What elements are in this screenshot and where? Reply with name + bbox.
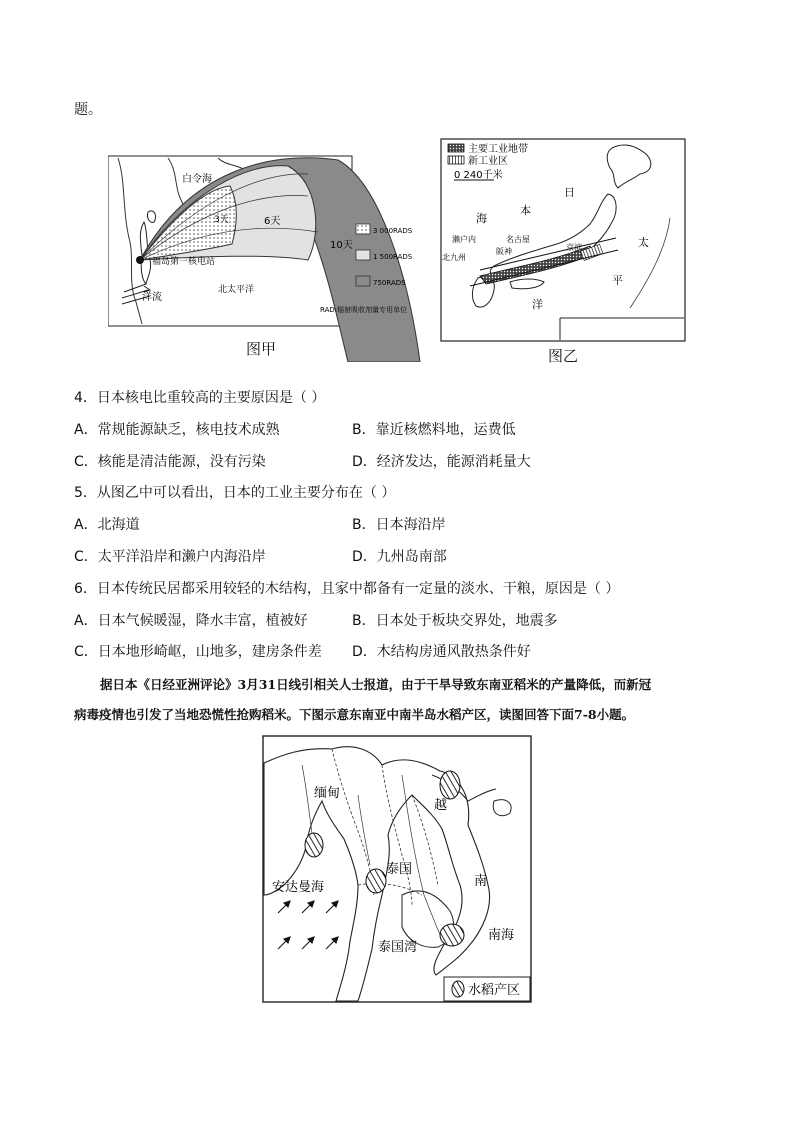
q4-option-d[interactable]: D．经济发达，能源消耗量大 <box>352 454 531 470</box>
day10-label: 10天 <box>330 240 353 251</box>
label-keihin: 京滨 <box>566 243 582 252</box>
label-myanmar: 缅甸 <box>314 786 341 801</box>
figure-b <box>440 138 686 342</box>
figure-c <box>262 735 532 1003</box>
label-southsea: 南海 <box>488 928 515 943</box>
q5-option-b[interactable]: B．日本海沿岸 <box>352 517 446 533</box>
sea-label: 白令海 <box>182 174 212 185</box>
figure-a-caption: 图甲 <box>246 340 277 358</box>
label-nagoya: 名古屋 <box>506 235 530 244</box>
current-label: 洋流 <box>142 292 162 303</box>
q6-stem: 6．日本传统民居都采用较轻的木结构，且家中都备有一定量的淡水、干粮，原因是（ ） <box>74 581 620 597</box>
intro-tail: 题。 <box>74 102 102 118</box>
legend-note: RAD:辐射吸收剂量专用单位 <box>320 306 408 314</box>
label-ben: 本 <box>520 204 531 217</box>
label-thailand: 泰国 <box>386 862 413 877</box>
label-kitakyushu: 北九州 <box>442 253 466 262</box>
rice-legend-icon <box>452 981 464 997</box>
q6-option-b[interactable]: B．日本处于板块交界处，地震多 <box>352 613 558 629</box>
label-hai: 海 <box>476 212 487 225</box>
label-hanshin: 阪神 <box>496 247 512 256</box>
q4-option-c[interactable]: C．核能是清洁能源，没有污染 <box>74 454 266 470</box>
label-andaman: 安达曼海 <box>272 880 325 895</box>
plant-label: 福岛第一核电站 <box>152 257 216 267</box>
q4-option-b[interactable]: B．靠近核燃料地，运费低 <box>352 422 516 438</box>
q4-stem: 4．日本核电比重较高的主要原因是（ ） <box>74 390 326 406</box>
figure-b-map <box>440 138 686 342</box>
ocean-label: 北太平洋 <box>218 285 255 295</box>
q6-option-d[interactable]: D．木结构房通风散热条件好 <box>352 644 531 660</box>
passage-line-2: 病毒疫情也引发了当地恐慌性抢购稻米。下图示意东南亚中南半岛水稻产区，读图回答下面7-8小题。 <box>74 707 635 722</box>
label-ping: 平 <box>612 274 623 287</box>
legend-750: 750RADS <box>373 279 406 287</box>
figure-a-map <box>108 152 428 362</box>
label-ri: 日 <box>564 186 575 199</box>
legend-scale: 0 240千米 <box>454 170 503 181</box>
label-setonai: 濑户内 <box>452 235 476 244</box>
figure-b-caption: 图乙 <box>548 347 579 365</box>
label-yang: 洋 <box>532 298 543 311</box>
legend-rice: 水稻产区 <box>468 983 521 998</box>
day3-label: 3天 <box>214 215 229 225</box>
q6-option-a[interactable]: A．日本气候暖湿，降水丰富，植被好 <box>74 613 308 629</box>
figure-a <box>108 152 428 362</box>
figure-c-map <box>262 735 532 1003</box>
legend-1500: 1 500RADS <box>373 253 413 261</box>
q4-option-a[interactable]: A．常规能源缺乏，核电技术成熟 <box>74 422 280 438</box>
label-yue: 越 <box>434 798 448 813</box>
legend-new: 新工业区 <box>468 156 508 167</box>
legend-3000: 3 000RADS <box>373 227 413 235</box>
legend-main: 主要工业地带 <box>468 144 528 155</box>
passage-line-1: 据日本《日经亚洲评论》3月31日线引相关人士报道，由于干旱导致东南亚稻米的产量降低，而新冠 <box>100 677 652 692</box>
q5-stem: 5．从图乙中可以看出，日本的工业主要分布在（ ） <box>74 485 396 501</box>
q6-option-c[interactable]: C．日本地形崎岖，山地多，建房条件差 <box>74 644 322 660</box>
day6-label: 6天 <box>264 216 281 227</box>
q5-option-a[interactable]: A．北海道 <box>74 517 140 533</box>
label-gulf: 泰国湾 <box>378 940 418 955</box>
label-tai: 太 <box>638 236 649 249</box>
q5-option-d[interactable]: D．九州岛南部 <box>352 549 447 565</box>
q5-option-c[interactable]: C．太平洋沿岸和濑户内海沿岸 <box>74 549 266 565</box>
label-nan: 南 <box>474 874 488 889</box>
